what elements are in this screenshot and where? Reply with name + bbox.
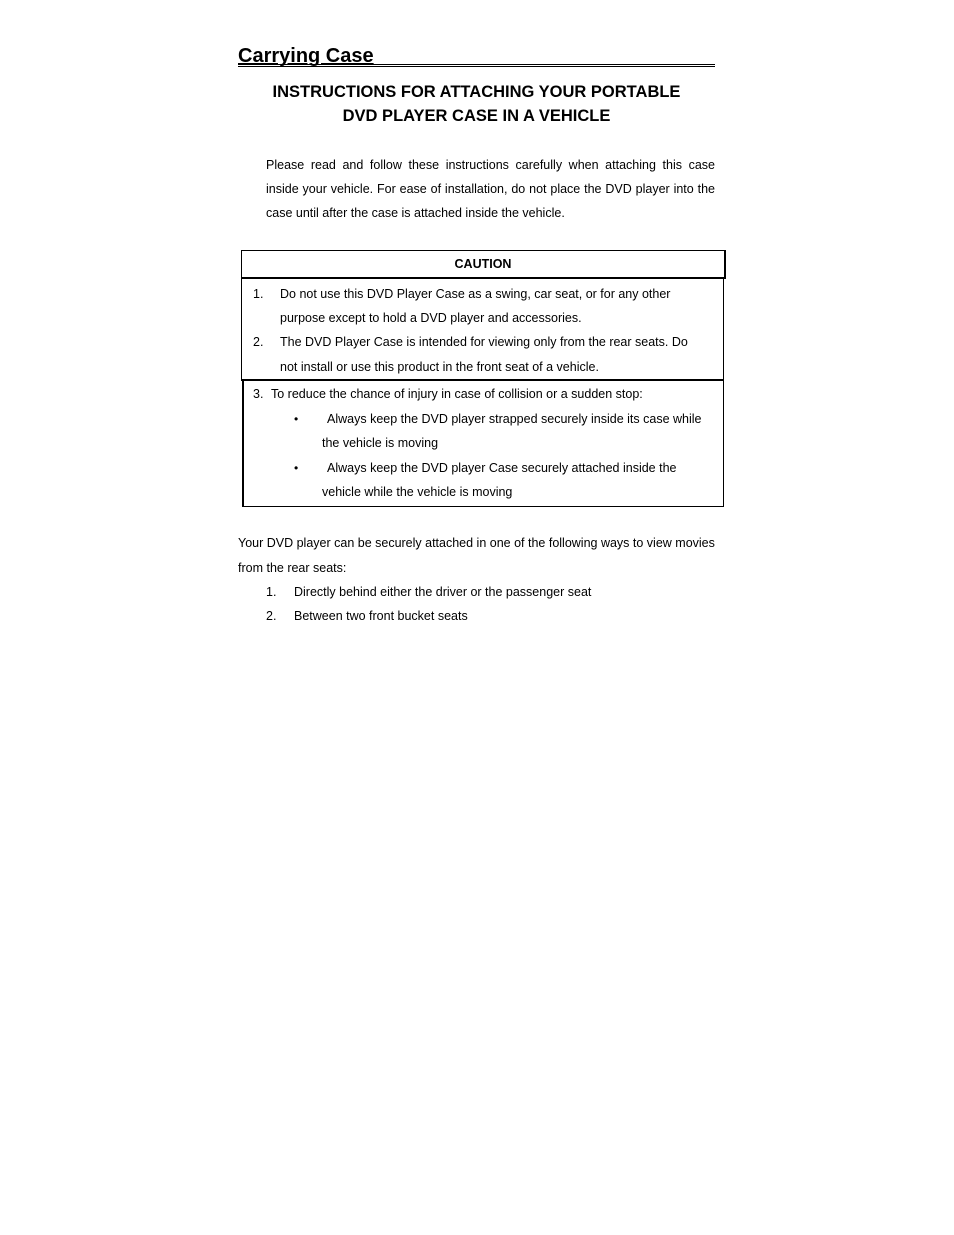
caution-item-3-number: 3. xyxy=(253,387,264,401)
bullet-2-marker: • xyxy=(294,461,299,475)
ways-item-1-number: 1. xyxy=(266,585,277,599)
bullet-1-line-1: Always keep the DVD player strapped securely inside its case while xyxy=(327,412,702,426)
title-double-rule xyxy=(238,64,715,67)
ways-item-1-text: Directly behind either the driver or the passenger seat xyxy=(294,585,592,599)
ways-item-2-text: Between two front bucket seats xyxy=(294,609,468,623)
instructions-heading-line-2: DVD PLAYER CASE IN A VEHICLE xyxy=(342,107,611,125)
bullet-2-line-1: Always keep the DVD player Case securely attached inside the xyxy=(327,461,677,475)
caution-item-1-line-2: purpose except to hold a DVD player and accessories. xyxy=(280,311,582,325)
intro-paragraph: Please read and follow these instructions carefully when attaching this case inside your vehicle. For ease of installation, do not place the DVD player into the case until after the case is attached inside the vehicle. xyxy=(266,158,715,220)
caution-label: CAUTION xyxy=(454,257,512,271)
ways-paragraph-line-1: Your DVD player can be securely attached in one of the following ways to view movies xyxy=(238,536,715,550)
instructions-heading-line-1: INSTRUCTIONS FOR ATTACHING YOUR PORTABLE xyxy=(272,83,681,101)
caution-item-2-number: 2. xyxy=(253,335,264,349)
ways-item-2-number: 2. xyxy=(266,609,277,623)
caution-item-2-line-1: The DVD Player Case is intended for viewing only from the rear seats. Do xyxy=(280,335,688,349)
caution-item-1-line-1: Do not use this DVD Player Case as a swing, car seat, or for any other xyxy=(280,287,671,301)
section-title: Carrying Case xyxy=(238,45,374,67)
ways-paragraph-line-2: from the rear seats: xyxy=(238,561,347,575)
caution-item-3-text: To reduce the chance of injury in case of collision or a sudden stop: xyxy=(271,387,643,401)
bullet-1-marker: • xyxy=(294,412,299,426)
bullet-2-line-2: vehicle while the vehicle is moving xyxy=(322,485,513,499)
caution-item-2-line-2: not install or use this product in the front seat of a vehicle. xyxy=(280,360,599,374)
caution-header-box xyxy=(241,250,726,279)
bullet-1-line-2: the vehicle is moving xyxy=(322,436,439,450)
caution-item-1-number: 1. xyxy=(253,287,264,301)
